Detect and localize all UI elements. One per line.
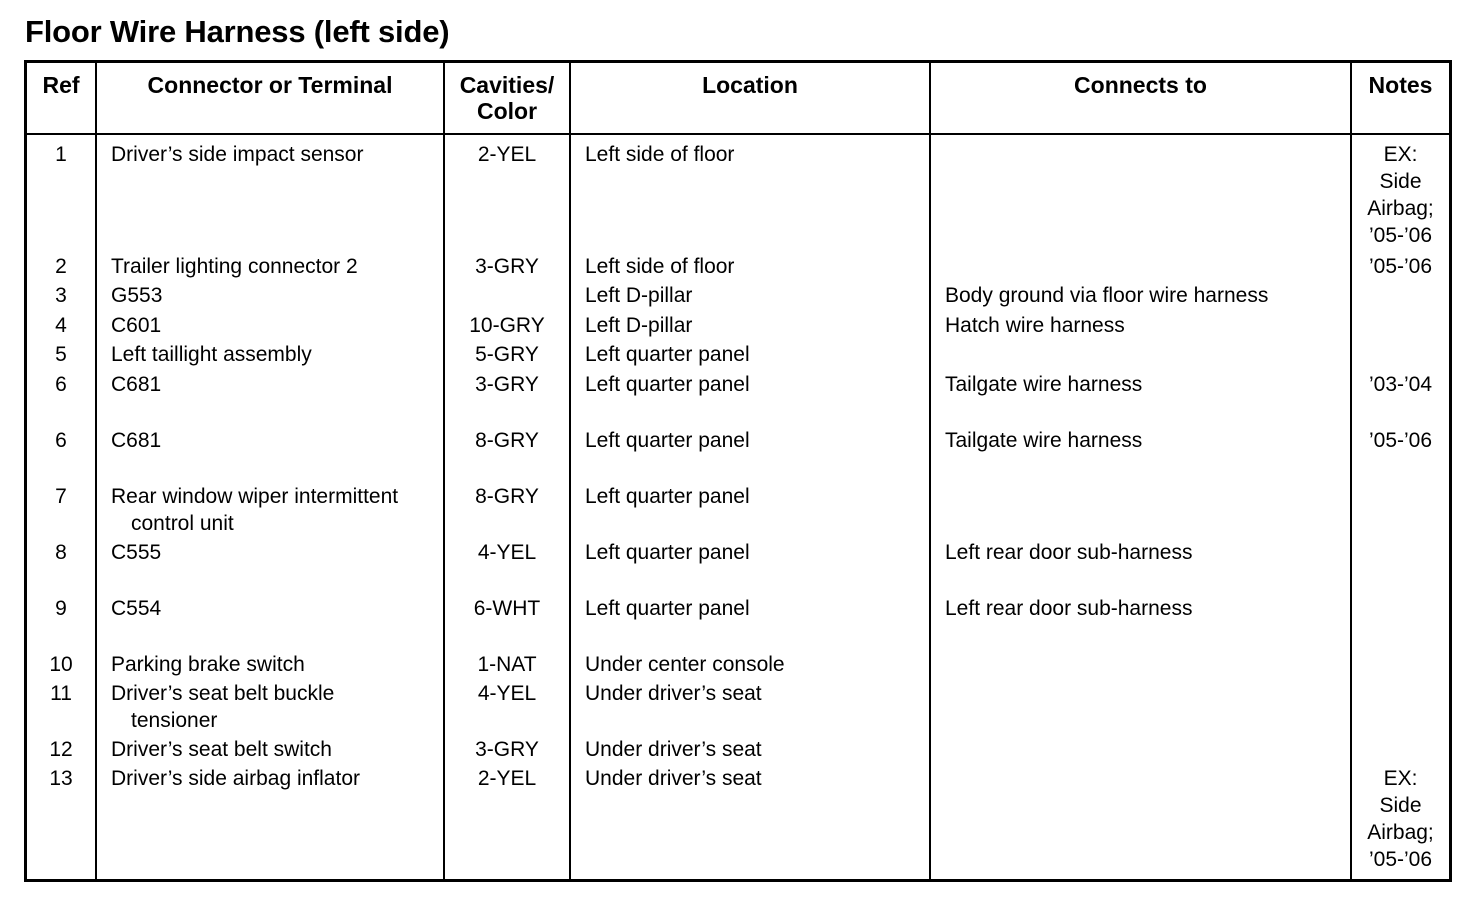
cell-cavities: 2-YEL xyxy=(477,143,537,166)
cell-ref: 8 xyxy=(55,541,67,564)
cell-cavities: 4-YEL xyxy=(477,541,537,564)
header-cavities: Cavities/ Color xyxy=(459,72,555,124)
cell-location: Left quarter panel xyxy=(585,429,750,452)
column-divider xyxy=(929,63,931,879)
cell-location: Left quarter panel xyxy=(585,541,750,564)
cell-location: Left D-pillar xyxy=(585,314,693,337)
cell-ref: 5 xyxy=(55,343,67,366)
harness-table xyxy=(24,60,1452,882)
cell-connector-continuation: control unit xyxy=(131,512,234,535)
cell-location: Under driver’s seat xyxy=(585,682,762,705)
cell-connects-to: Body ground via floor wire harness xyxy=(945,284,1269,307)
cell-connector: Parking brake switch xyxy=(111,653,305,676)
cell-ref: 9 xyxy=(55,597,67,620)
cell-notes: ’03-’04 xyxy=(1368,373,1433,396)
header-ref: Ref xyxy=(42,72,80,98)
cell-ref: 11 xyxy=(50,682,72,705)
cell-ref: 1 xyxy=(55,143,67,166)
cell-location: Left quarter panel xyxy=(585,485,750,508)
page-title: Floor Wire Harness (left side) xyxy=(25,14,450,49)
cell-cavities: 10-GRY xyxy=(469,314,545,337)
cell-connector-continuation: tensioner xyxy=(131,709,218,732)
cell-notes: EX: Side Airbag; ’05-’06 xyxy=(1367,767,1434,871)
header-location: Location xyxy=(702,72,798,98)
cell-ref: 3 xyxy=(55,284,67,307)
cell-cavities: 8-GRY xyxy=(475,429,539,452)
cell-cavities: 3-GRY xyxy=(475,255,539,278)
cell-connector: Driver’s seat belt buckle xyxy=(111,682,335,705)
cell-connector: Trailer lighting connector 2 xyxy=(111,255,358,278)
cell-connector: G553 xyxy=(111,284,163,307)
cell-ref: 6 xyxy=(55,373,67,396)
header-notes: Notes xyxy=(1368,72,1433,98)
cell-connector: C555 xyxy=(111,541,162,564)
header-divider xyxy=(27,133,1449,135)
cell-location: Under driver’s seat xyxy=(585,738,762,761)
cell-cavities: 3-GRY xyxy=(475,738,539,761)
cell-cavities: 2-YEL xyxy=(477,767,537,790)
cell-location: Under driver’s seat xyxy=(585,767,762,790)
cell-connector: Left taillight assembly xyxy=(111,343,312,366)
cell-location: Left quarter panel xyxy=(585,373,750,396)
cell-connector: C681 xyxy=(111,429,162,452)
cell-location: Left side of floor xyxy=(585,255,735,278)
cell-location: Left quarter panel xyxy=(585,343,750,366)
cell-connector: C554 xyxy=(111,597,162,620)
cell-location: Under center console xyxy=(585,653,785,676)
cell-ref: 4 xyxy=(55,314,67,337)
cell-connects-to: Hatch wire harness xyxy=(945,314,1125,337)
column-divider xyxy=(569,63,571,879)
cell-notes: ’05-’06 xyxy=(1368,429,1433,452)
cell-cavities: 1-NAT xyxy=(477,653,537,676)
cell-ref: 6 xyxy=(55,429,67,452)
cell-connector: Driver’s seat belt switch xyxy=(111,738,332,761)
cell-ref: 13 xyxy=(49,767,73,790)
cell-connector: Rear window wiper intermittent xyxy=(111,485,399,508)
cell-ref: 10 xyxy=(49,653,73,676)
cell-location: Left D-pillar xyxy=(585,284,693,307)
cell-notes: ’05-’06 xyxy=(1368,255,1433,278)
header-connector: Connector or Terminal xyxy=(147,72,393,98)
cell-cavities: 4-YEL xyxy=(477,682,537,705)
cell-ref: 12 xyxy=(49,738,73,761)
header-connects-to: Connects to xyxy=(1074,72,1207,98)
cell-connector: C601 xyxy=(111,314,162,337)
cell-ref: 7 xyxy=(55,485,67,508)
cell-connects-to: Left rear door sub-harness xyxy=(945,541,1193,564)
cell-connector: C681 xyxy=(111,373,162,396)
cell-connects-to: Tailgate wire harness xyxy=(945,429,1143,452)
cell-cavities: 8-GRY xyxy=(475,485,539,508)
cell-notes: EX: Side Airbag; ’05-’06 xyxy=(1367,143,1434,247)
cell-connects-to: Left rear door sub-harness xyxy=(945,597,1193,620)
column-divider xyxy=(95,63,97,879)
cell-location: Left quarter panel xyxy=(585,597,750,620)
cell-cavities: 3-GRY xyxy=(475,373,539,396)
cell-cavities: 6-WHT xyxy=(473,597,541,620)
cell-location: Left side of floor xyxy=(585,143,735,166)
cell-ref: 2 xyxy=(55,255,67,278)
cell-connector: Driver’s side impact sensor xyxy=(111,143,364,166)
cell-connector: Driver’s side airbag inflator xyxy=(111,767,360,790)
cell-cavities: 5-GRY xyxy=(475,343,539,366)
cell-connects-to: Tailgate wire harness xyxy=(945,373,1143,396)
